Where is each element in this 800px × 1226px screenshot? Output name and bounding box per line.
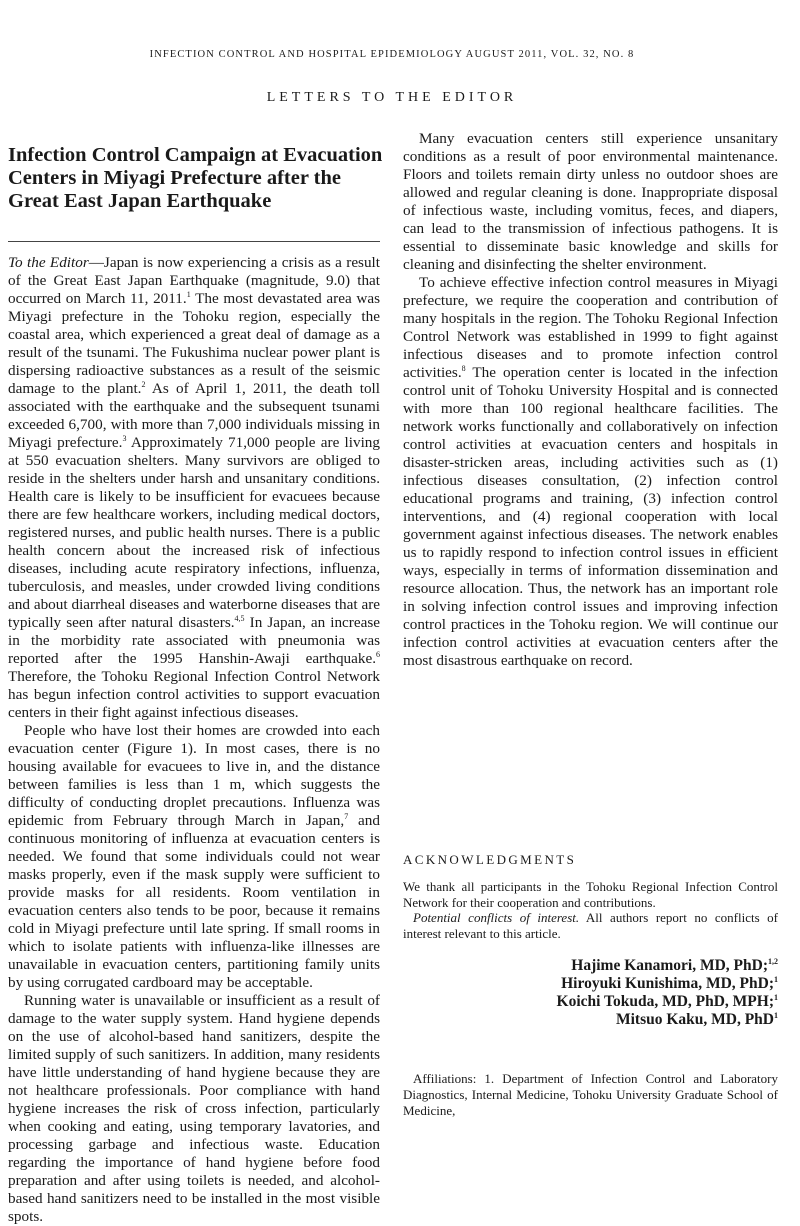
author	[403, 975, 778, 993]
article-title: Infection Control Campaign at Evacuation Centers in Miyagi Prefecture after the Great East Japan Earthquake	[8, 144, 383, 212]
text: —Japan is now experiencing a crisis as a result of the Great East Japan Earthquake (magnitude, 9.0) that occurred on March 11, 2011.	[8, 254, 380, 307]
text: In Japan, an increase in the morbidity rate associated with pneumonia was reported after the 1995 Hanshin-Awaji earthquake.	[8, 614, 380, 667]
author-name: Hajime Kanamori, MD, PhD;	[571, 957, 768, 974]
author	[403, 993, 778, 1011]
text: To achieve effective infection control measures in Miyagi prefecture, we require the cooperation and contribution of many hospitals in the region. The Tohoku Regional Infection Control Network was established in 1999 to fight against infectious diseases and to promote infection control activities.	[403, 274, 778, 381]
affiliation-mark: 1	[774, 1010, 778, 1020]
citation: 1	[186, 289, 191, 299]
affiliation-mark: 1,2	[768, 956, 778, 966]
author-name: Koichi Tokuda, MD, PhD, MPH;	[556, 993, 774, 1010]
acknowledgments	[403, 879, 778, 941]
text: People who have lost their homes are crowded into each evacuation center (Figure 1). In most cases, there is no housing available for evacuees to live in, and the distance between families is less than 1 m, which suggests the difficulty of conducting droplet precautions. Influenza was epidemic from February through March in Japan,	[8, 722, 380, 829]
author	[403, 1011, 778, 1029]
acknowledgments-heading: ACKNOWLEDGMENTS	[403, 852, 577, 867]
affiliations: Affiliations: 1. Department of Infection Control and Laboratory Diagnostics, Internal Medicine, Tohoku University Graduate School of Medicine,	[403, 1071, 778, 1118]
citation: 3	[122, 433, 127, 443]
author-list	[403, 957, 778, 1029]
text: The operation center is located in the infection control unit of Tohoku University Hospital and is connected with more than 100 regional healthcare facilities. The network works functionally and collaboratively on infection control activities at evacuation centers and hospitals in disaster-stricken areas, including activities such as (1) infectious diseases consultation, (2) infection control educational programs and training, (3) infection control interventions, and (4) regional cooperation with local government against infectious diseases. The network enables us to rapidly respond to infection control issues in efficient ways, especially in terms of information dissemination and resource allocation. Thus, the network has an important role in solving infection control issues and improving infection control practices in the Tohoku region. We will continue our infection control activities at evacuation centers after the most disastrous earthquake on record.	[403, 364, 778, 669]
text: and continuous monitoring of influenza at evacuation centers is needed. We found that some individuals could not wear masks properly, even if the mask supply were sufficient to provide masks for all residents. Room ventilation in evacuation centers also tends to be poor, because it remains cold in Miyagi prefecture until late spring. If small rooms in which to isolate patients with influenza-like illnesses are unavailable in evacuation centers, partitioning family units by using corrugated cardboard may be acceptable.	[8, 812, 380, 991]
conflicts-statement	[403, 910, 778, 941]
conflicts-label: Potential conflicts of interest.	[413, 910, 580, 925]
conflicts-text: All authors report no conflicts of interest relevant to this article.	[403, 910, 778, 941]
salutation: To the Editor	[8, 254, 89, 271]
citation: 7	[344, 811, 349, 821]
citation: 4,5	[234, 613, 245, 623]
text: As of April 1, 2011, the death toll associated with the earthquake and the subsequent tsunami exceeded 6,700, with more than 7,000 individuals missing in Miyagi prefecture.	[8, 380, 380, 451]
text: Approximately 71,000 people are living at 550 evacuation shelters. Many survivors are obliged to reside in the shelters under harsh and unsanitary conditions. Health care is likely to be insufficient for evacuees because there are few healthcare workers, including medical doctors, registered nurses, and public health nurses. There is a public health concern about the increased risk of infectious diseases, including acute respiratory infections, influenza, tuberculosis, and measles, under crowded living conditions and about diarrheal diseases and waterborne diseases that are typically seen after natural disasters.	[8, 434, 380, 631]
paragraph	[403, 274, 778, 670]
paragraph: Many evacuation centers still experience unsanitary conditions as a result of poor environmental maintenance. Floors and toilets remain dirty unless no outdoor shoes are allowed and regular cleaning is done. Inappropriate disposal of infectious waste, including vomitus, feces, and diapers, can lead to the transmission of infectious pathogens. It is essential to disseminate basic knowledge and skills for cleaning and disinfecting the shelter environment.	[403, 130, 778, 273]
left-column	[8, 254, 380, 1226]
affiliation-mark: 1	[774, 992, 778, 1002]
paragraph: Running water is unavailable or insufficient as a result of damage to the water supply system. Hand hygiene depends on the use of alcohol-based hand sanitizers, despite the limited supply of such sanitizers. In addition, many residents have little understanding of hand hygiene because they are not healthcare professionals. Poor compliance with hand hygiene increases the risk of cross infection, particularly when cooking and eating, using temporary lavatories, and processing garbage and infectious waste. Education regarding the importance of hand hygiene before food preparation and after using toilets is needed, and alcohol-based hand sanitizers need to be installed in the most visible spots.	[8, 992, 380, 1225]
author	[403, 957, 778, 975]
right-column	[403, 130, 778, 670]
paragraph	[8, 722, 380, 992]
running-head: INFECTION CONTROL AND HOSPITAL EPIDEMIOLOGY AUGUST 2011, VOL. 32, NO. 8	[149, 49, 635, 60]
citation: 6	[376, 649, 380, 659]
author-name: Mitsuo Kaku, MD, PhD	[615, 1011, 774, 1028]
text: Therefore, the Tohoku Regional Infection Control Network has begun infection control activities to support evacuation centers in their fight against infectious diseases.	[8, 668, 380, 721]
acknowledgments-text: We thank all participants in the Tohoku Regional Infection Control Network for their cooperation and contributions.	[403, 879, 778, 910]
paragraph	[8, 254, 380, 722]
affiliation-mark: 1	[774, 974, 778, 984]
citation: 8	[461, 363, 466, 373]
author-name: Hiroyuki Kunishima, MD, PhD;	[561, 975, 774, 992]
text: The most devastated area was Miyagi prefecture in the Tohoku region, especially the coastal area, which experienced a great deal of damage as a result of the tsunami. The Fukushima nuclear power plant is dispersing radioactive substances as a result of the seismic damage to the plant.	[8, 290, 380, 397]
title-rule	[8, 241, 380, 242]
section-heading: LETTERS TO THE EDITOR	[266, 90, 518, 105]
citation: 2	[141, 379, 146, 389]
